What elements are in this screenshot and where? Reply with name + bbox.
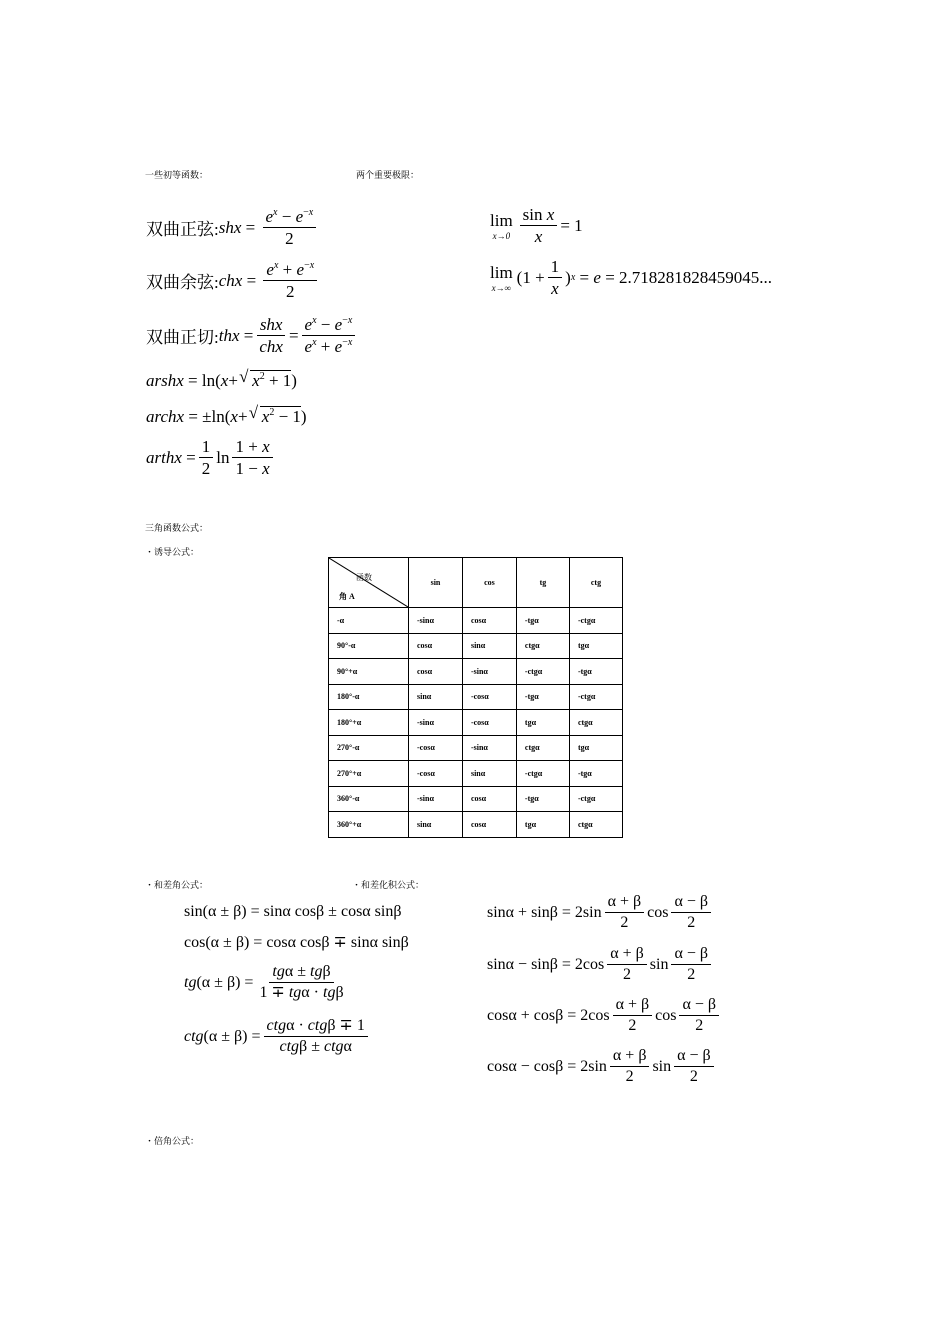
formula-tg-sum: tg (α ± β) = $\frac{\text{tgα ± tgβ}}{\text{1 ∓ tgα · tgβ}}$	[184, 963, 344, 1001]
table-cell: cosα	[409, 659, 463, 685]
formula-cos-minus-cos: cosα − cosβ = 2sin $\frac{\alpha + \beta}{2}$ sin $\frac{\alpha - \beta}{2}$	[487, 1046, 717, 1087]
formula-arsinh: arshx = ln( x + √ $x^2 + 1$ )	[146, 370, 297, 391]
table-cell: -ctgα	[516, 761, 569, 787]
limit-sinx-over-x: lim x→0 $\frac{\text{sin x}}{x}$ = 1	[490, 205, 583, 247]
formula-ctg-sum: ctg (α ± β) = $\frac{\text{ctgα · ctgβ ∓ 1}}{\text{ctgβ ± ctgα}}$	[184, 1016, 371, 1057]
table-cell: cosα	[409, 633, 463, 659]
table-cell: -sinα	[409, 608, 463, 634]
table-row	[329, 633, 623, 659]
formula-tanh: 双曲正切: thx = $\frac{\text{shx}}{\text{chx}}$ = $\frac{e^x - e^{-x}}{e^x + e^{-x}}$	[146, 314, 358, 358]
table-cell: -cosα	[409, 735, 463, 761]
table-row	[329, 710, 623, 736]
table-row	[329, 761, 623, 787]
table-cell: -tgα	[516, 608, 569, 634]
table-cell: ctgα	[569, 812, 622, 838]
table-cell: tgα	[516, 710, 569, 736]
table-cell: tgα	[516, 812, 569, 838]
heading-elementary-functions: 一些初等函数：	[145, 171, 209, 181]
table-cell: -ctgα	[569, 684, 622, 710]
table-cell: sinα	[409, 684, 463, 710]
arcosh-name: archx	[146, 406, 185, 426]
table-cell: tgα	[569, 633, 622, 659]
table-cell: ctgα	[516, 633, 569, 659]
table-row	[329, 659, 623, 685]
table-cell: sinα	[462, 633, 516, 659]
table-cell: ctgα	[516, 735, 569, 761]
table-cell: -sinα	[409, 710, 463, 736]
formula-sin-plus-sin: sinα + sinβ = 2sin $\frac{\alpha + \beta}{2}$ cos $\frac{\alpha - \beta}{2}$	[487, 892, 714, 933]
formula-cos-plus-cos: cosα + cosβ = 2cos $\frac{\alpha + \beta}{2}$ cos $\frac{\alpha - \beta}{2}$	[487, 995, 722, 1036]
heading-sum-difference: ・和差角公式：	[145, 881, 209, 891]
table-cell: ctgα	[569, 710, 622, 736]
angle-cell: 180°+α	[329, 710, 409, 736]
table-cell: -tgα	[569, 659, 622, 685]
angle-cell: 90°-α	[329, 633, 409, 659]
formula-sinh: 双曲正弦: shx = $\frac{e^x - e^{-x}}{2}$	[146, 206, 319, 250]
table-header-row	[329, 558, 623, 608]
heading-important-limits: 两个重要极限：	[356, 171, 420, 181]
table-cell: cosα	[462, 812, 516, 838]
table-cell: -ctgα	[516, 659, 569, 685]
column-header: tg	[516, 558, 569, 608]
table-cell: cosα	[462, 608, 516, 634]
table-cell: -sinα	[462, 659, 516, 685]
table-cell: -sinα	[462, 735, 516, 761]
formula-cos-sum: cos(α ± β) = cosα cosβ ∓ sinα sinβ	[184, 934, 409, 951]
table-row	[329, 786, 623, 812]
table-cell: sinα	[462, 761, 516, 787]
formula-artanh: arthx = $\frac{1}{2}$ ln $\frac{1 + x}{1 - x}$	[146, 436, 276, 480]
corner-function-label: 函数	[356, 573, 372, 582]
table-row	[329, 608, 623, 634]
table-cell: -ctgα	[569, 608, 622, 634]
heading-double-angle: ・倍角公式：	[145, 1137, 200, 1147]
table-row	[329, 735, 623, 761]
angle-cell: -α	[329, 608, 409, 634]
e-value: 2.718281828459045...	[619, 267, 773, 287]
table-corner-cell	[329, 558, 409, 608]
table-cell: -tgα	[516, 684, 569, 710]
table-cell: -ctgα	[569, 786, 622, 812]
table-cell: cosα	[462, 786, 516, 812]
arsinh-name: arshx	[146, 370, 184, 390]
formula-arcosh: archx = ±ln( x + √ $x^2 - 1$ )	[146, 406, 307, 427]
cosh-label: 双曲余弦:	[146, 273, 219, 293]
induction-table	[328, 557, 623, 838]
angle-cell: 180°-α	[329, 684, 409, 710]
table-row	[329, 812, 623, 838]
table-cell: -tgα	[516, 786, 569, 812]
table-cell: -tgα	[569, 761, 622, 787]
formula-sin-minus-sin: sinα − sinβ = 2cos $\frac{\alpha + \beta}{2}$ sin $\frac{\alpha - \beta}{2}$	[487, 944, 714, 985]
tanh-label: 双曲正切:	[146, 328, 219, 348]
angle-cell: 360°+α	[329, 812, 409, 838]
heading-sum-to-product: ・和差化积公式：	[352, 881, 425, 891]
limit-e: lim x→∞ (1 + $\frac{1}{x}$ ) x = e = 2.718281828459045...	[490, 257, 773, 299]
limit-first-result: 1	[574, 215, 583, 235]
column-header: cos	[462, 558, 516, 608]
table-cell: tgα	[569, 735, 622, 761]
corner-angle-label: 角 A	[339, 592, 355, 601]
heading-trig-formulas: 三角函数公式：	[145, 524, 209, 534]
artanh-name: arthx	[146, 447, 182, 467]
column-header: sin	[409, 558, 463, 608]
formula-sin-sum: sin(α ± β) = sinα cosβ ± cosα sinβ	[184, 903, 402, 920]
table-row	[329, 684, 623, 710]
table-cell: -cosα	[409, 761, 463, 787]
column-header: ctg	[569, 558, 622, 608]
angle-cell: 270°+α	[329, 761, 409, 787]
formula-cosh: 双曲余弦: chx = $\frac{e^x + e^{-x}}{2}$	[146, 259, 320, 303]
angle-cell: 90°+α	[329, 659, 409, 685]
sinh-label: 双曲正弦:	[146, 220, 219, 240]
heading-induction-formulas: ・诱导公式：	[145, 548, 200, 558]
table-cell: sinα	[409, 812, 463, 838]
table-cell: -cosα	[462, 684, 516, 710]
angle-cell: 270°-α	[329, 735, 409, 761]
table-cell: -sinα	[409, 786, 463, 812]
angle-cell: 360°-α	[329, 786, 409, 812]
table-cell: -cosα	[462, 710, 516, 736]
